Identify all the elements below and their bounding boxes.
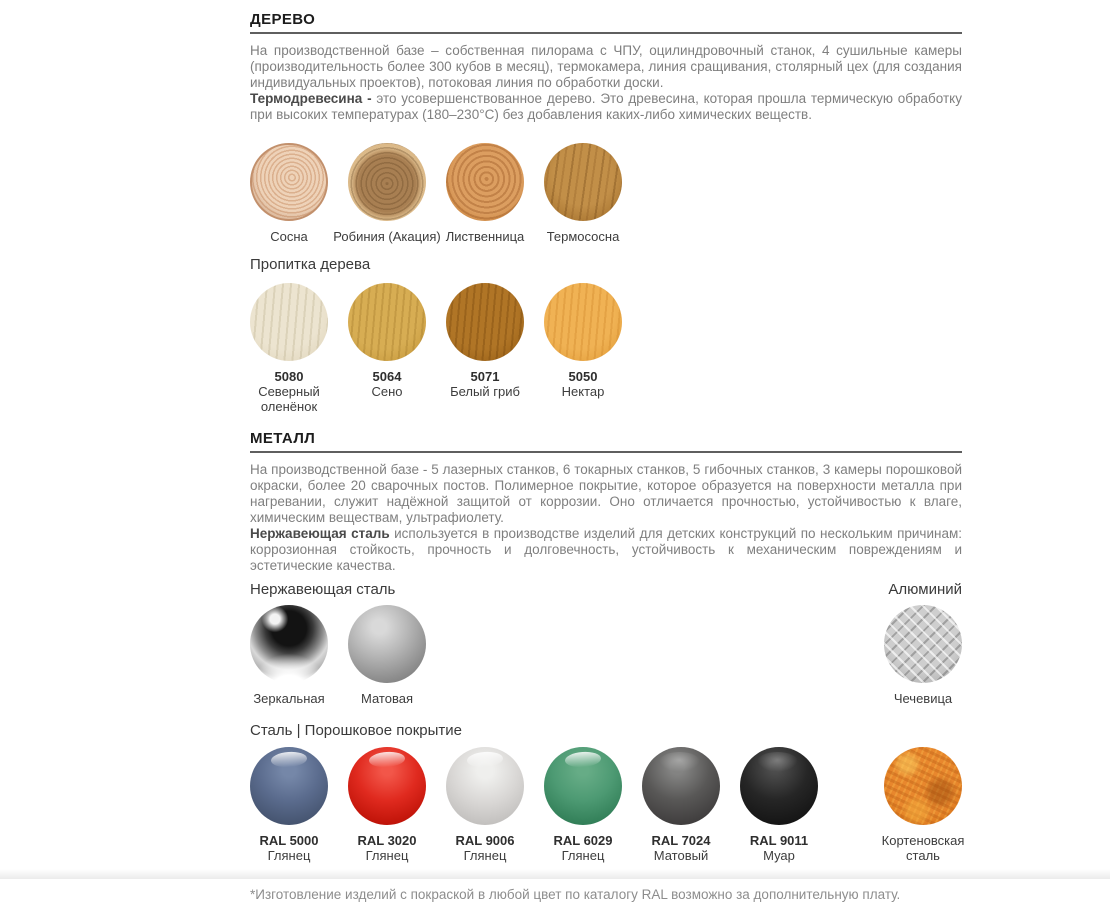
stain-5071-image bbox=[446, 283, 524, 361]
stainless-paragraph bbox=[250, 526, 962, 574]
swatch-5050 bbox=[544, 283, 622, 399]
swatch-ral-3020 bbox=[348, 747, 426, 863]
ral-code: RAL 7024 bbox=[651, 833, 711, 848]
swatch-corten bbox=[881, 747, 965, 863]
stain-code: 5080 bbox=[274, 369, 304, 384]
swatch-5080 bbox=[250, 283, 328, 414]
page-bottom-edge bbox=[0, 869, 1110, 879]
swatch-5064 bbox=[348, 283, 426, 399]
stain-name: Сено bbox=[371, 384, 403, 399]
wood-section-title: ДЕРЕВО bbox=[250, 11, 316, 28]
ral-finish: Глянец bbox=[267, 848, 311, 863]
swatch-aluminum-checker bbox=[884, 605, 962, 706]
ral-finish: Глянец bbox=[463, 848, 507, 863]
thermo-rest-text: это усовершенствованное дерево. Это древесина, которая прошла термическую обработку при высоких температурах (180–230°С) без добавления каких-либо химических веществ. bbox=[250, 91, 962, 122]
stain-name: Северный оленёнок bbox=[258, 384, 320, 414]
ral-3020-ball-image bbox=[348, 747, 426, 825]
ral-finish: Глянец bbox=[561, 848, 605, 863]
ral-code: RAL 9006 bbox=[455, 833, 515, 848]
swatch-ral-9011 bbox=[740, 747, 818, 863]
swatch-ral-5000 bbox=[250, 747, 328, 863]
ral-finish: Муар bbox=[763, 848, 795, 863]
wood-section-divider bbox=[250, 32, 962, 34]
ral-finish: Матовый bbox=[653, 848, 709, 863]
swatch-matte-steel bbox=[348, 605, 426, 706]
swatch-label bbox=[455, 833, 514, 863]
swatch-label: Сосна bbox=[270, 229, 308, 244]
ral-row bbox=[250, 747, 965, 863]
swatch-5071 bbox=[446, 283, 524, 399]
metal-subheadings-row bbox=[250, 582, 962, 598]
wood-body-copy bbox=[250, 43, 962, 123]
swatch-label: Матовая bbox=[361, 691, 413, 706]
swatch-mirror-steel bbox=[250, 605, 328, 706]
wood-intro-paragraph: На производственной базе – собственная пилорама с ЧПУ, оцилиндровочный станок, 4 сушильные камеры (производительность более 300 кубов в месяц), термокамера, линия сращивания, столярный цех (для создания индивидуальных проектов), потоковая линия по обработки доски. bbox=[250, 43, 962, 90]
mirror-steel-sphere-image bbox=[250, 605, 328, 683]
stain-name: Белый гриб bbox=[450, 384, 520, 399]
stainless-row bbox=[250, 605, 962, 706]
swatch-thermopine bbox=[544, 143, 622, 244]
powder-coating-title: Сталь | Порошковое покрытие bbox=[250, 722, 462, 739]
swatch-label bbox=[450, 369, 520, 399]
swatch-label bbox=[250, 369, 328, 414]
matte-steel-sphere-image bbox=[348, 605, 426, 683]
metal-section-title: МЕТАЛЛ bbox=[250, 430, 316, 447]
thermopine-image bbox=[544, 143, 622, 221]
metal-body-copy bbox=[250, 462, 962, 574]
stain-name: Нектар bbox=[561, 384, 605, 399]
ral-7024-ball-image bbox=[642, 747, 720, 825]
propitka-title: Пропитка дерева bbox=[250, 256, 371, 273]
swatch-ral-7024 bbox=[642, 747, 720, 863]
stain-code: 5071 bbox=[470, 369, 500, 384]
swatch-label bbox=[553, 833, 612, 863]
checker-plate-image bbox=[884, 605, 962, 683]
ral-code: RAL 6029 bbox=[553, 833, 613, 848]
swatch-label bbox=[562, 369, 605, 399]
stainless-rest-text: используется в производстве изделий для детских конструкций по нескольким причинам: коррозионная стойкость, прочность и долговечность, устойчивость к механическим повреждениям и эстетические качества. bbox=[250, 526, 962, 573]
metal-section-divider bbox=[250, 451, 962, 453]
aluminum-title: Алюминий bbox=[888, 581, 962, 598]
swatch-label: Термососна bbox=[546, 229, 620, 244]
wood-thermo-paragraph bbox=[250, 91, 962, 123]
swatch-ral-6029 bbox=[544, 747, 622, 863]
stain-5064-image bbox=[348, 283, 426, 361]
ral-9011-ball-image bbox=[740, 747, 818, 825]
ral-footnote: *Изготовление изделий с покраской в любой цвет по каталогу RAL возможно за дополнительную плату. bbox=[250, 887, 901, 902]
stainless-lead-text: Нержавеющая сталь bbox=[250, 526, 390, 541]
propitka-row bbox=[250, 283, 962, 414]
swatch-label bbox=[371, 369, 402, 399]
swatch-label: Робиния (Акация) bbox=[333, 229, 441, 244]
ral-9006-ball-image bbox=[446, 747, 524, 825]
ral-code: RAL 5000 bbox=[259, 833, 319, 848]
ral-finish: Глянец bbox=[365, 848, 409, 863]
swatch-label bbox=[651, 833, 710, 863]
stain-code: 5050 bbox=[568, 369, 598, 384]
swatch-label: Чечевица bbox=[893, 691, 953, 706]
ral-5000-ball-image bbox=[250, 747, 328, 825]
ral-code: RAL 9011 bbox=[749, 833, 809, 848]
metal-intro-paragraph: На производственной базе - 5 лазерных станков, 6 токарных станков, 5 гибочных станков, 3 камеры порошковой окраски, более 20 сварочных постов. Полимерное покрытие, которое образуется на поверхности металла при нагревании, служит надёжной защитой от коррозии. Оно отличается прочностью, устойчивостью к влаге, химическим веществам, ультрафиолету. bbox=[250, 462, 962, 525]
wood-species-row bbox=[250, 143, 962, 244]
stain-5050-image bbox=[544, 283, 622, 361]
thermo-lead-text: Термодревесина - bbox=[250, 91, 372, 106]
content-column bbox=[250, 11, 965, 902]
swatch-larch bbox=[446, 143, 524, 244]
swatch-pine bbox=[250, 143, 328, 244]
corten-steel-image bbox=[884, 747, 962, 825]
swatch-robinia bbox=[333, 143, 441, 244]
swatch-label: Зеркальная bbox=[253, 691, 325, 706]
pine-slice-image bbox=[250, 143, 328, 221]
ral-6029-ball-image bbox=[544, 747, 622, 825]
stainless-title: Нержавеющая сталь bbox=[250, 581, 396, 598]
swatch-label bbox=[259, 833, 318, 863]
larch-slice-image bbox=[446, 143, 524, 221]
swatch-label: Кортеновская сталь bbox=[881, 833, 965, 863]
swatch-label: Лиственница bbox=[445, 229, 525, 244]
stain-code: 5064 bbox=[372, 369, 402, 384]
swatch-label bbox=[357, 833, 416, 863]
swatch-ral-9006 bbox=[446, 747, 524, 863]
swatch-label bbox=[750, 833, 808, 863]
stain-5080-image bbox=[250, 283, 328, 361]
robinia-slice-image bbox=[348, 143, 426, 221]
ral-code: RAL 3020 bbox=[357, 833, 417, 848]
